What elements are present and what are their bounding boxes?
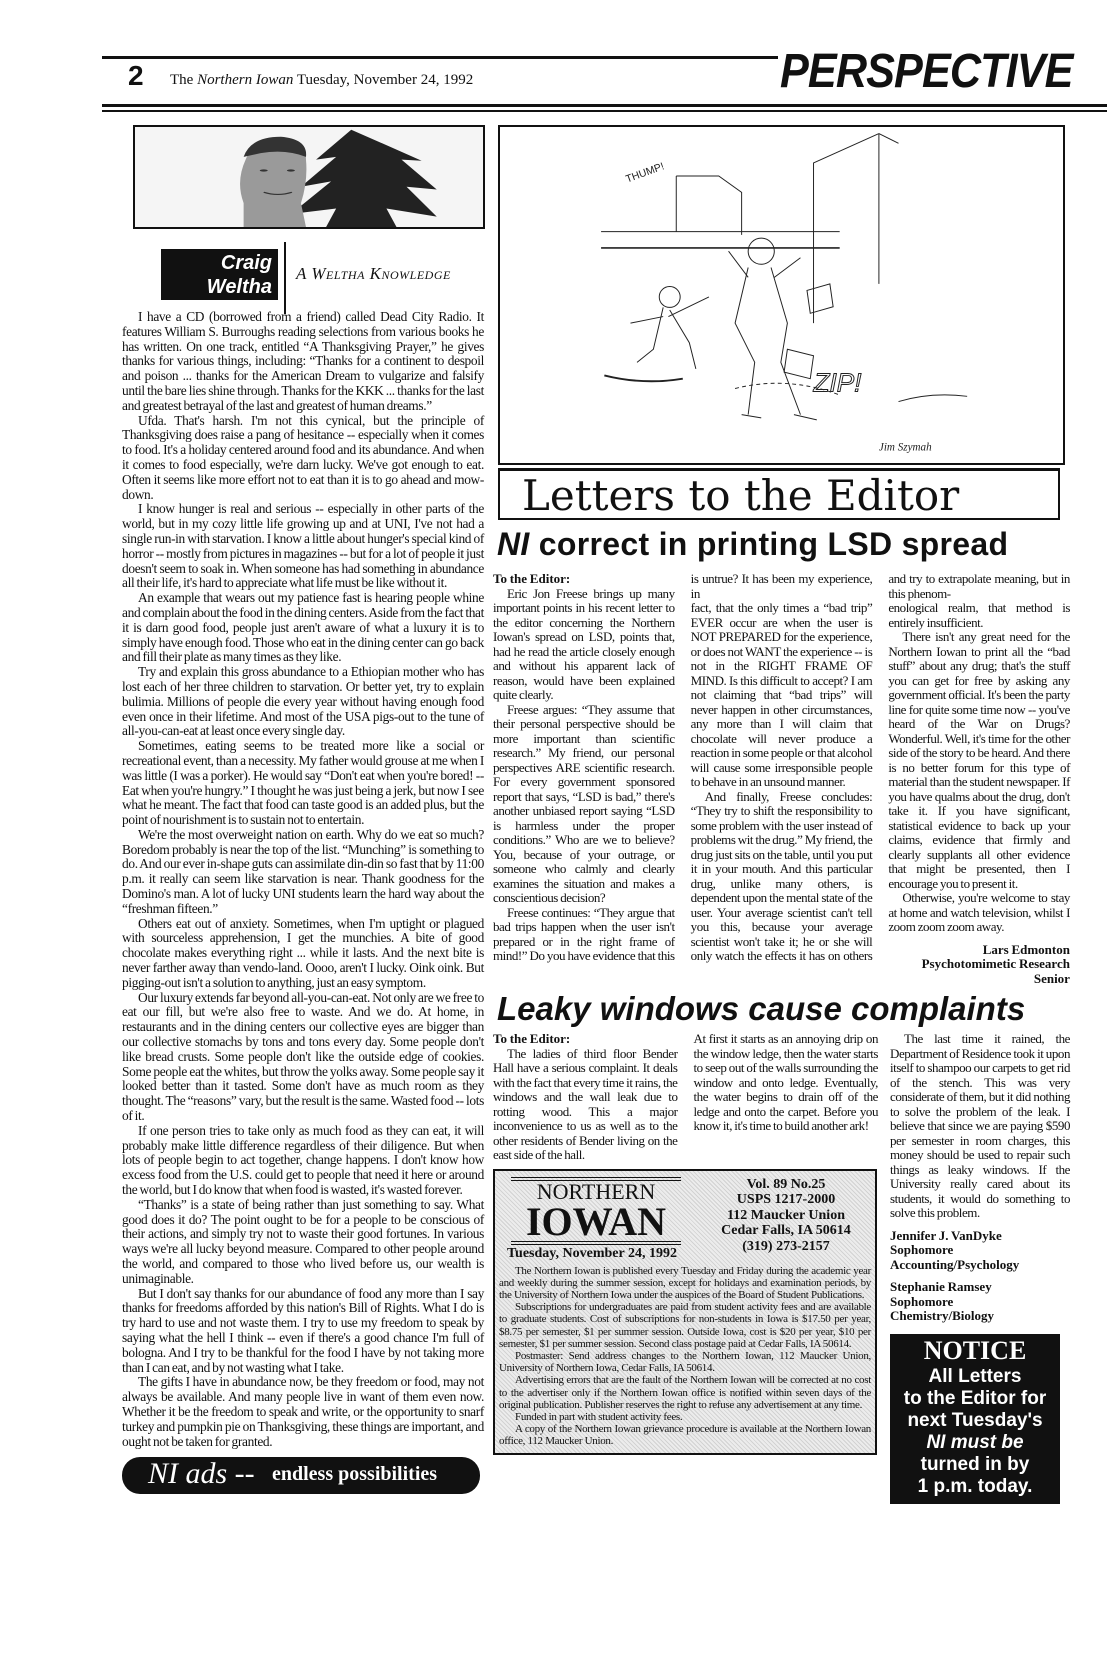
author-first-name: Craig — [220, 252, 272, 274]
editorial-cartoon — [498, 125, 1065, 465]
paragraph: Otherwise, you're welcome to stay at home and watch television, whilst I zoom zoom zoom away. — [888, 890, 1070, 934]
paragraph: Ufda. That's harsh. I'm not this cynical, but the principle of Thanksgiving does raise a pang of hesitance -- especially when it comes to food. It's a holiday centered around food and its abundance. And when it comes to food especially, we're darn lucky. We've got enough to eat. Often it seems like more effort not to eat than it is to go ahead and mow-down. — [122, 412, 484, 502]
person-icon — [240, 137, 306, 227]
headline-text: correct in printing LSD spread — [529, 526, 1009, 562]
masthead-logo — [511, 1177, 681, 1245]
letter1-headline — [497, 526, 1008, 563]
byline-divider — [284, 242, 286, 314]
paragraph: We're the most overweight nation on earth. Why do we eat so much? Boredom probably is near the top of the list. “Munching” is something to do. And our ever in-shape guts can assimilate din-din so fast that by 11:00 p.m. it really can seem like starvation is near. Thank goodness for the Domino's man. A lot of lucky UNI students learn the hard way about the “freshman fifteen.” — [122, 826, 484, 916]
section-title: PERSPECTIVE — [780, 45, 1073, 98]
paragraph: The gifts I have in abundance now, be they freedom or food, may not always be available. And many people live in want of them even now. Whether it be the freedom to speak and write, or the opportunity to snarf turkey and pumpkin pie on Thanksgiving, these things are important, and ought not be taken for granted. — [122, 1374, 484, 1449]
letter2-column-3 — [890, 1032, 1070, 1324]
column-title: A Weltha Knowledge — [296, 264, 451, 283]
paragraph: The ladies of third floor Bender Hall have a serious complaint. It deals with the fact that every time it rains, the windows and the wall leak due to rotting wood. This a major inconvenience to us as well as to the other residents of Bender living on the east side of the hall. — [493, 1045, 678, 1162]
column-body — [122, 310, 484, 1449]
header-rule-1 — [102, 104, 1107, 107]
phone: (319) 273-2157 — [742, 1238, 830, 1254]
author-last-name: Weltha — [206, 276, 272, 298]
page-number: 2 — [128, 60, 144, 91]
paragraph: Our luxury extends far beyond all-you-can-eat. Not only are we free to eat our fill, but we're also free to waste. And we do. At home, in restaurants and in the dining centers our collective eyes are bigger than our collective stomachs by tons and tons every day. Some people don't like bread crusts. Some people don't like the outside edge of cookies. Some people eat the whites, but throw the yolks away. Some people say it looked better than it tasted. Some don't have as much room as they thought. The “reasons” vary, but the result is the same. Wasted food -- lots of it. — [122, 989, 484, 1124]
columnist-photo — [133, 125, 485, 229]
usps: USPS 1217-2000 — [736, 1192, 836, 1207]
signature-year: Senior — [1033, 970, 1070, 986]
headline-ni: NI — [497, 526, 530, 562]
signer-major: Accounting/Psychology — [890, 1256, 1020, 1272]
paragraph: Freese continues: “They argue that bad trips happen when the user isn't prepared or in the right frame of mind!” Do you have evidence that this is untrue? It has been my experience, in — [493, 571, 873, 963]
paragraph: There isn't any great need for the Northern Iowan to print all the “bad stuff” about any drug; that's the stuff you can get for free by asking any government official. It's been the party line for quite some time now -- you've heard of the War on Drugs? Wonderful. Well, it's time for the other side of the story to be heard. And there is no better forum for this type of material than the student newspaper. If you have qualms about the drug, don't take it. If you have significant, statistical evidence to back up your claims, evidence that firmly and clearly supplants all other evidence that might be presented, then I encourage you to present it. — [888, 629, 1070, 891]
photo-image — [135, 127, 483, 227]
letter2-body — [493, 1032, 878, 1163]
left-column — [122, 310, 484, 1494]
paragraph: Eric Jon Freese brings up many important points in his recent letter to the editor concerning the Northern Iowan's spread on LSD, points that, had he read the article closely enough and without his apparent lack of reason, would have been explained quite clearly. — [493, 585, 675, 702]
signature-title: Psychotomimetic Research — [921, 956, 1070, 971]
notice-line: turned in by — [920, 1453, 1030, 1475]
letters-area — [493, 572, 1070, 1504]
masthead-body — [499, 1265, 871, 1448]
paragraph: The last time it rained, the Department of Residence took it upon itself to shampoo our carpets to get rid of the stench. This was very considerate of them, but it did nothing to solve the problem of the leak. I believe that since we are paying $590 per semester in room charges, this money should be used to repair such things as leaky windows. If the University really cared about its students, it would do something to solve this problem. — [890, 1031, 1070, 1220]
paragraph: enological realm, that method is entirely insufficient. — [888, 600, 1070, 630]
paragraph: Others eat out of anxiety. Sometimes, when I'm uptight or plagued with sourceless apprehension, I get the munchies. A bite of good chocolate makes everything right ... while it lasts. And the next bite is never farther away than vendo-land. Oooo, aren't I lucky. Oink oink. But pigging-out isn't a solution to anything, just an easy symptom. — [122, 915, 484, 990]
paragraph: The Northern Iowan is published every Tuesday and Friday during the academic year and weekly during the summer session, except for holidays and examination periods, by the University of Northern Iowa under the auspices of the Board of Student Publications. — [499, 1264, 871, 1301]
paragraph: And finally, Freese concludes: “They try to shift the responsibility to some problem with the user instead of problems wit the drug.” My friend, the drug just sits on the table, until you put it in your mouth. And this particular drug, unlike many others, is dependent upon the mental state of the user. Your average scientist can't tell you this, because your average scientist won't take it; he or she will only watch the effects it has on others and try to extrapolate meaning, but in this phenom- — [690, 571, 1070, 963]
dateline-prefix: The — [170, 72, 194, 88]
paragraph: “Thanks” is a state of being rather than just something to say. What good does it do? The point ought to be for a people to be conscious of their actions, and simply try not to waste their good fortunes. In various ways we're all lucky beyond measure. Compared to other people around the world, and compared to those who lived before us, our wealth is unimaginable. — [122, 1196, 484, 1286]
notice-box — [890, 1334, 1060, 1504]
paragraph: I have a CD (borrowed from a friend) called Dead City Radio. It features William S. Burroughs reading selections from various books he has written. On one track, entitled “A Thanksgiving Prayer,” he gives thanks for various things, including: “Thanks for a continent to despoil and poison ... thanks for the American Dream to vulgarize and falsify until the bare lies shine through. Thanks for the KKK ... thanks for the last and greatest betrayal of the last and greatest of human dreams.” — [122, 309, 484, 413]
notice-line: to the Editor for — [903, 1387, 1047, 1409]
masthead-name-line1: NORTHERN — [536, 1178, 656, 1204]
signer-name: Stephanie Ramsey — [890, 1279, 992, 1294]
volume: Vol. 89 No.25 — [746, 1176, 826, 1192]
issue-date: Tuesday, November 24, 1992 — [296, 72, 474, 88]
paragraph: I know hunger is real and serious -- especially in other parts of the world, but in my cozy little life growing up and at UNI, I've not had a single run-in with starvation. I know a little about hunger's special kind of horror -- mostly from pictures in magazines -- but for a lot of people it just doesn't seem to soak in. When someone has had something in abundance all their life, it's hard to appreciate what life must be like without it. — [122, 501, 484, 591]
address: 112 Maucker Union — [727, 1207, 845, 1223]
paragraph: Funded in part with student activity fees. — [515, 1410, 683, 1423]
signature-name: Lars Edmonton — [982, 941, 1070, 957]
paragraph: Postmaster: Send address changes to the Northern Iowan, 112 Maucker Union, University of Northern Iowa, Cedar Falls, IA 50614. — [499, 1349, 871, 1375]
cartoonist-signature: Jim Szymah — [878, 441, 932, 454]
cartoon-sfx-thump: THUMP! — [624, 161, 666, 186]
letter2-area — [493, 1032, 1070, 1504]
paragraph: But I don't say thanks for our abundance of food any more than I say thanks for freedoms afforded by this nation's Bill of Rights. What I do is try hard to use and not waste them. I try to use my freedom to speak by saying what the hell I think -- even if there's a good chance I'm full of bologna. And I try to be thankful for the food I have by not taking more than I can eat, and by not wasting what I take. — [122, 1285, 484, 1375]
paragraph: fact, that the only times a “bad trip” EVER occur are when the user is NOT PREPARED for the experience, or does not WANT the experience -- is not in the RIGHT FRAME OF MIND. Is this difficult to accept? I am not claiming that “bad trips” will never happen in other circumstances, any more than I will claim that chocolate will never produce a reaction in some people or that alcohol will cause some irresponsible people to behave in an unsound manner. — [690, 600, 873, 789]
skater-figure — [604, 287, 709, 382]
letters-to-the-editor-banner: Letters to the Editor — [498, 468, 1060, 520]
paragraph: A copy of the Northern Iowan grievance procedure is available at the Northern Iowan office, 112 Maucker Union. — [499, 1423, 871, 1448]
notice-title: NOTICE — [923, 1335, 1027, 1365]
masthead-date: Tuesday, November 24, 1992 — [507, 1245, 677, 1261]
ni-ads-banner[interactable] — [122, 1457, 480, 1494]
city: Cedar Falls, IA 50614 — [721, 1223, 851, 1238]
notice-line: NI must be — [926, 1431, 1024, 1453]
signer-year: Sophomore — [890, 1293, 954, 1309]
masthead-info — [701, 1177, 871, 1262]
paragraph: Freese argues: “They assume that their personal perspective should be more important than scientific research.” My friend, our personal perspectives ARE scientific research. For every government sponsored report that says, “LSD is bad,” there's another unbiased report saying “LSD is harmless under the proper conditions.” Who are we to believe? You, because of your outrage, or someone who calmly and clearly examines the situation and makes a conscientious decision? — [493, 701, 675, 905]
cartoon-drawing — [500, 127, 1063, 463]
pedestrian-figure — [729, 238, 817, 420]
signer-major: Chemistry/Biology — [890, 1308, 994, 1323]
letter2-left — [493, 1032, 878, 1455]
paragraph: Advertising errors that are the fault of the Northern Iowan will be corrected at no cost to the advertiser only if the Northern Iowan office is notified within seven days of the original publication. Publisher reserves the right to refuse any advertisement at any time. — [499, 1374, 871, 1411]
salutation: To the Editor: — [493, 571, 571, 586]
paragraph: Try and explain this gross abundance to a Ethiopian mother who has lost each of her three children to starvation. Or better yet, try to explain bulimia. Millions of people die every year without having enough food even once in their lifetime. And most of the USA pigs-out to the tune of all-you-can-eat at least once every single day. — [122, 664, 484, 739]
letter2-headline: Leaky windows cause complaints — [497, 990, 1026, 1027]
paragraph: Sometimes, eating seems to be treated more like a social or recreational event, than a necessity. My father would grouse at me when I was little (I was a porker). He would say “Don't eat when you're bored! -- Eat when you're hungry.” I thought he was just being a jerk, but now I see what he meant. The fact that food can taste good is an added plus, but the point of nourishment is to sustain not to entertain. — [122, 738, 484, 828]
author-byline — [161, 249, 278, 300]
signer-name: Jennifer J. VanDyke — [890, 1227, 1002, 1243]
masthead-top — [499, 1177, 871, 1262]
masthead-name-line2: IOWAN — [525, 1198, 667, 1244]
letter2-right — [890, 1032, 1070, 1504]
cartoon-sfx: ZIP! — [813, 367, 862, 398]
paragraph: An example that wears out my patience fast is hearing people whine and complain about the food in the dining centers. Aside from the fact that it is darn good food, people just aren't aware of what a luxury it is to simply have enough food. Those who eat in the dining center can go back and fill their plate as many times as they like. — [122, 590, 484, 665]
signer-year: Sophomore — [890, 1242, 954, 1257]
dateline — [170, 72, 473, 89]
salutation: To the Editor: — [493, 1031, 571, 1046]
header-rule-2 — [102, 110, 1107, 112]
notice-line: All Letters — [928, 1365, 1022, 1387]
paragraph: Subscriptions for undergraduates are paid from student activity fees and are available to graduate students. Cost of subscriptions for non-students in Iowa is $17.50 per year, $8.75 per semester, $1 per summer session. Outside Iowa, cost is $20 per year, $10 per semester, $1 per summer session. Second class postage paid at Cedar Falls, IA 50614. — [499, 1301, 871, 1350]
notice-line: 1 p.m. today. — [917, 1475, 1033, 1497]
letter1-body — [493, 572, 1070, 986]
ad-brand: NI ads -- — [148, 1457, 255, 1491]
notice-line: next Tuesday's — [907, 1409, 1043, 1431]
masthead-left — [499, 1177, 681, 1262]
ad-tagline: endless possibilities — [272, 1463, 438, 1486]
paragraph: If one person tries to take only as much food as they can eat, it will probably make little difference regardless of their diligence. But when lots of people begin to act together, change happens. I don't know how excess food from the U.S. could get to people that need it here or around the world, but I do know that when food is wasted, it's wasted forever. — [122, 1122, 484, 1198]
top-rule — [102, 56, 778, 59]
masthead-box — [493, 1169, 877, 1455]
paragraph: At first it starts as an annoying drip on the window ledge, then the water starts to seep out of the walls surrounding the window and onto ledge. Eventually, the water begins to drain off of the ledge and onto the carpet. Before you know it, it's time to build another ark! — [693, 1031, 878, 1133]
paper-name: Northern Iowan — [197, 72, 294, 88]
